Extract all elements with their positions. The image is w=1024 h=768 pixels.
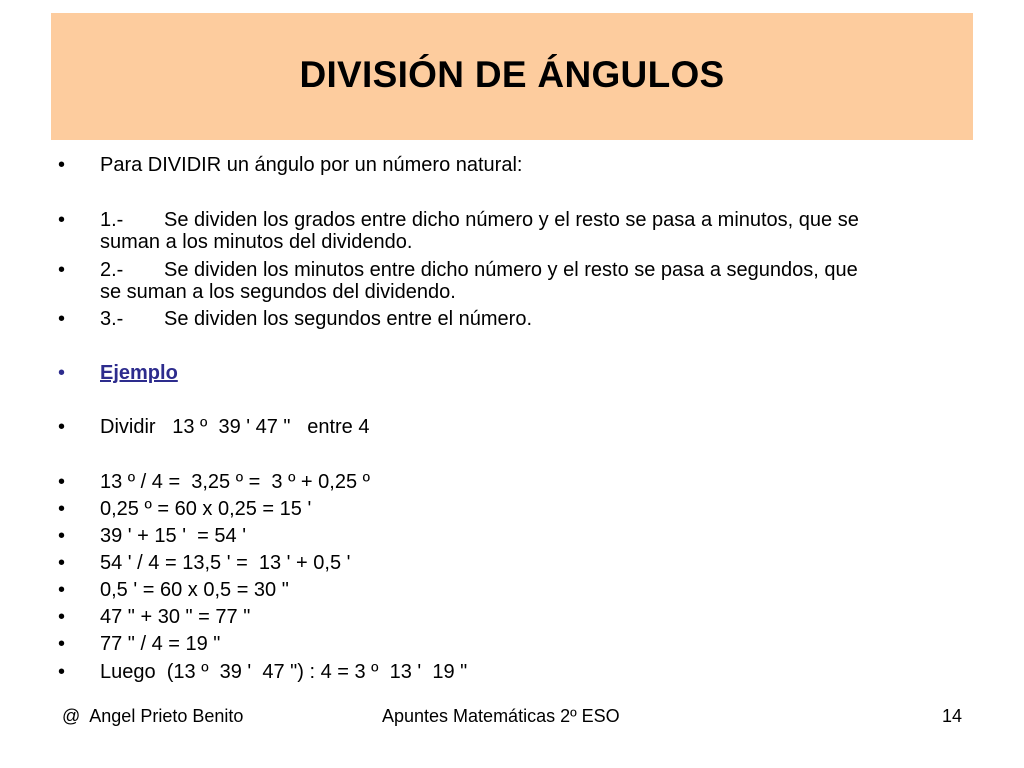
calc-text: 0,25 º = 60 x 0,25 = 15 ' <box>100 498 312 520</box>
calc-text: 13 º / 4 = 3,25 º = 3 º + 0,25 º <box>100 471 370 493</box>
step-number: 2.- <box>100 259 124 281</box>
bullet-icon: • <box>58 633 66 655</box>
step-number: 3.- <box>100 308 124 330</box>
step-line: Se dividen los segundos entre el número. <box>164 308 533 330</box>
bullet-icon: • <box>58 471 66 493</box>
step-text <box>100 259 858 303</box>
calc-text: 47 " + 30 " = 77 " <box>100 606 251 628</box>
bullet-icon: • <box>58 552 66 574</box>
calc-text: 77 " / 4 = 19 " <box>100 633 221 655</box>
step-line: Se dividen los minutos entre dicho número y el resto se pasa a segundos, que <box>164 259 858 281</box>
bullet-icon: • <box>58 209 66 231</box>
step-line: suman a los minutos del dividendo. <box>100 231 413 253</box>
calc-text: 54 ' / 4 = 13,5 ' = 13 ' + 0,5 ' <box>100 552 351 574</box>
footer-author: @ Angel Prieto Benito <box>62 706 244 726</box>
bullet-icon: • <box>58 362 66 384</box>
bullet-icon: • <box>58 259 66 281</box>
example-link[interactable]: Ejemplo <box>100 362 178 384</box>
intro-text: Para DIVIDIR un ángulo por un número natural: <box>100 154 523 176</box>
slide-title: DIVISIÓN DE ÁNGULOS <box>299 53 725 95</box>
bullet-icon: • <box>58 498 66 520</box>
bullet-icon: • <box>58 579 66 601</box>
step-text <box>100 209 859 253</box>
bullet-icon: • <box>58 606 66 628</box>
calc-text: 39 ' + 15 ' = 54 ' <box>100 525 247 547</box>
example-statement: Dividir 13 º 39 ' 47 " entre 4 <box>100 416 370 438</box>
bullet-icon: • <box>58 416 66 438</box>
bullet-icon: • <box>58 308 66 330</box>
footer-course: Apuntes Matemáticas 2º ESO <box>382 706 620 726</box>
bullet-icon: • <box>58 661 66 683</box>
step-text <box>100 308 532 330</box>
calc-text: Luego (13 º 39 ' 47 ") : 4 = 3 º 13 ' 19 " <box>100 661 468 683</box>
step-number: 1.- <box>100 209 124 231</box>
bullet-icon: • <box>58 154 66 176</box>
step-line: se suman a los segundos del dividendo. <box>100 281 456 303</box>
footer-page-number: 14 <box>942 706 963 726</box>
title-banner <box>51 13 973 140</box>
bullet-icon: • <box>58 525 66 547</box>
step-line: Se dividen los grados entre dicho número y el resto se pasa a minutos, que se <box>164 209 859 231</box>
calc-text: 0,5 ' = 60 x 0,5 = 30 " <box>100 579 289 601</box>
